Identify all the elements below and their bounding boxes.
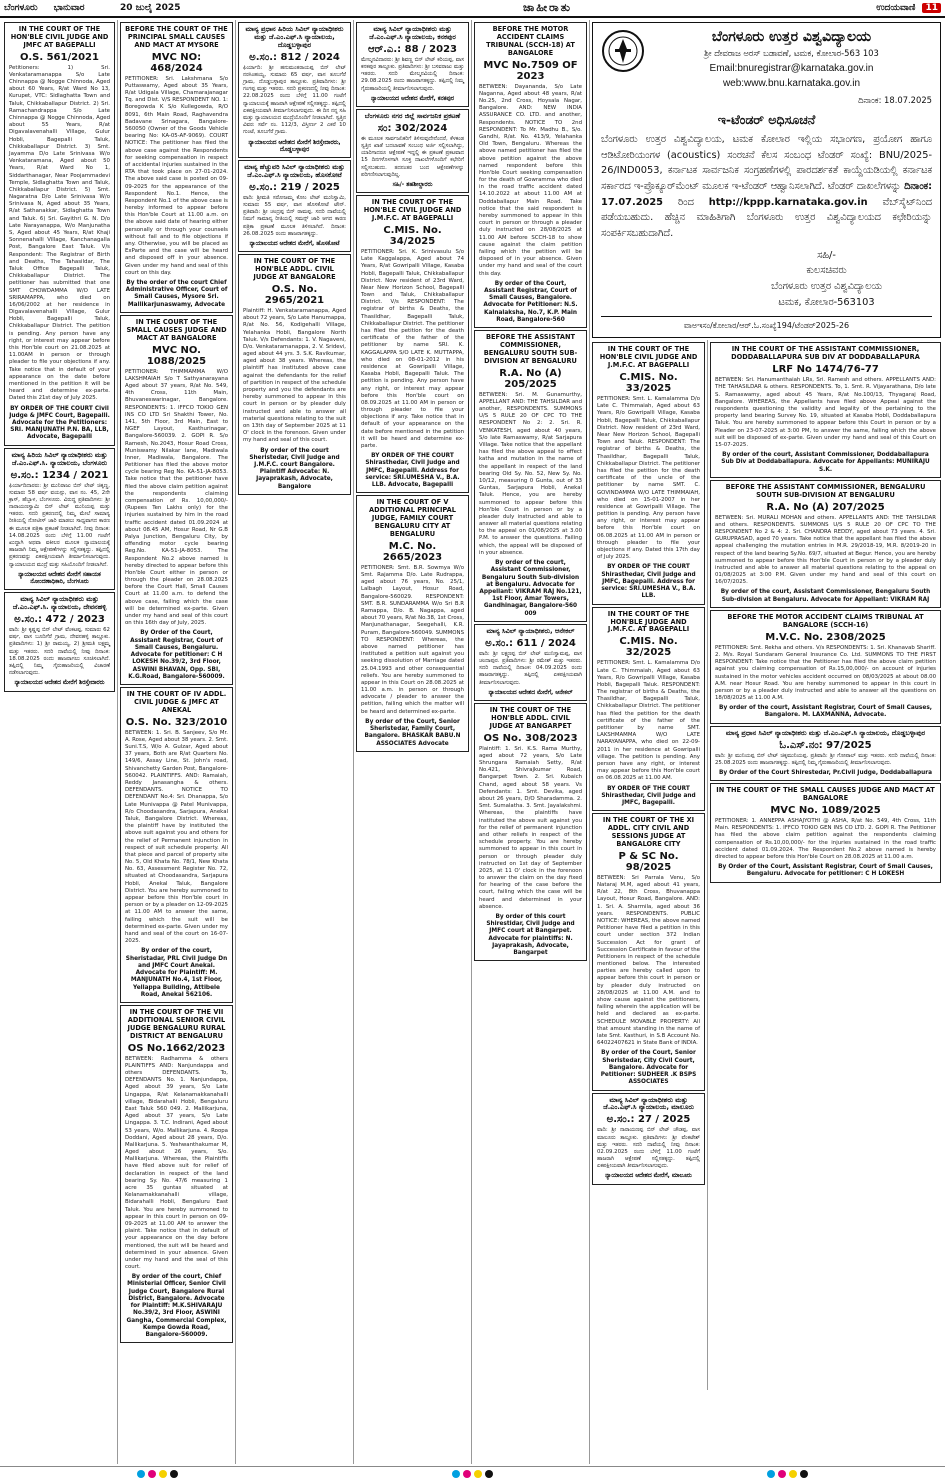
notice-signature: By the order of the court Chief Administrative Officer, Court of Small Causes, Mysore Sri. Mallikarjunaswamy, Advocate	[125, 279, 228, 308]
notice-signature: By order of the court, Assistant Commissioner, Bengaluru South Sub-division at Bengaluru. Advocate for Appellant: VIKRAM RAJ No.121, 1st Floor, Amar Towers, Gandhinagar, Bangalore-560 009	[479, 560, 582, 617]
notice-signature: ನ್ಯಾಯಾಲಯದ ಆದೇಶದ ಮೇರೆಗೆ, ಮಾಲೂರು	[605, 1173, 692, 1180]
notice-signature: By order of this court Shirestidar, Civil Judge and JMFC court at Bangarpet. Advocate for plaintiffs: N. Jayaprakash, Advocate, Bangarpet	[486, 914, 575, 957]
legal-notice	[710, 342, 941, 477]
tender-body-connector: ರಿಂದ	[662, 196, 709, 208]
tender-body-intro: ಬೆಂಗಳೂರು ಉತ್ತರ ವಿಶ್ವವಿದ್ಯಾಲಯ, ಟಮಕ ಕೋಲಾರ ಇಲ್ಲಿಯ ಸಭಾಂಗಣ, ಪ್ರಯೋಗ ಹಾಗೂ ಆಡಿಟೋರಿಯಂಗಳ (acoustics) ಸಂರಚನೆ ಕೆಲಸ ಸಂಬಂಧ ಟೆಂಡರ್ ಸಂಖ್ಯೆ: BNU/2025-26/IND0053,	[601, 134, 932, 177]
notice-signature: By Order of the Court, Assistant Registrar, Court of Small Causes, Bengaluru. Advocate for petitioner: C H LOKESH	[718, 864, 933, 878]
masthead-day: ಭಾನುವಾರ	[53, 3, 85, 13]
notice-case-number: MVC NO. 1088/2025	[146, 344, 207, 367]
notice-signature: ನ್ಯಾಯಾಲಯದ ಆದೇಶದ ಮೇರೆಗೆ, ಹೊಸಕೋಟೆ	[249, 241, 340, 247]
university-email: Email:bnuregistrar@karnataka.gov.in	[709, 63, 874, 74]
notice-court-heading: IN THE COURT OF THE HON'BLE CIVIL JUDGE AND J.M.F.C. AT BAGEPALLI	[599, 345, 698, 370]
notice-signature: ನ್ಯಾಯಾಲಯದ ಆದೇಶದ ಮೇರೆಗೆ ಶಿರಸ್ತೇದಾರರು	[14, 680, 105, 687]
notices-grid	[2, 20, 943, 1464]
notice-case-number: C.MIS. No. 32/2025	[619, 636, 678, 659]
legal-notice	[4, 22, 115, 446]
notice-signature: BY ORDER OF THE COURT Shirasthedar, Civil Judge and JMFC, Bagepalli. Address for service: SRI.UMESHA V., B.A. LLB. Advocate, Bagepalli	[365, 453, 460, 489]
notice-court-heading: BEFORE THE COURT OF THE PRINCIPAL SMALL CAUSES AND MACT AT MYSORE	[125, 25, 228, 49]
tender-signatory-org: ಬೆಂಗಳೂರು ಉತ್ತರ ವಿಶ್ವವಿದ್ಯಾಲಯ	[771, 281, 882, 293]
notice-signature: By order of the court, Assistant Commissioner, Bengaluru South Sub-division at Bengaluru. Advocate for Appellant: VIKRAM RAJ	[720, 589, 931, 603]
notice-court-heading: IN THE COURT OF THE HON'BLE CIVIL JUDGE AND J.M.F.C. AT BAGEPALLI	[363, 198, 462, 223]
notice-body: BETWEEN: Sri Parrala Venu, S/o Nataraj M.M, aged about 41 years, R/at 22, 8th Cross, Bhuvanappa Layout, Hosur Road, Bangalore. AND: 1. Sri. A. Sharmila, aged about 36 years. RESPONDENTS. PUBLIC NOTICE: WHEREAS, the above named Petitioner have filed a petition in this court under section 372 Indian Succession Act for grant of Succession Certificate in favour of the Petitioners in respect of the schedule mentioned below. The interested parties are hereby called upon to appear before this court in person or by pleader duly instructed on 28/08/2025 at 11.00 A.M. and to show cause against the petitioners, failing wherein the application will be held and declared as ex-parte. SCHEDULE MOVABLE PROPERTY: All that amount standing in the name of late Smt. Kasthuri, in S.B Account No. 64022407621 in State Bank of INDIA.	[597, 874, 700, 1047]
legal-notice	[592, 1093, 705, 1185]
notice-case-number: ಆರ್.ಎ.: 88 / 2023	[368, 43, 457, 55]
notice-column-5	[472, 20, 590, 1464]
yellow-dot-icon	[789, 1470, 797, 1478]
legal-notice	[238, 254, 351, 495]
notice-court-heading: IN THE COURT OF THE SMALL CAUSES JUDGE AND MACT AT BANGALORE	[126, 317, 227, 342]
cyan-dot-icon	[137, 1470, 145, 1478]
notice-signature: By order of the Court, Senior Sheristedar, Family Court, Bangalore. BHASKAR BABU.N ASSOCIATES Advocate	[364, 718, 461, 747]
notice-body: ವಾದಿ: ಶ್ರೀ ಮುನಿಯಪ್ಪ ಬಿನ್ ಲೇಟ್ ಚಿಕ್ಕಮುನಿಯಪ್ಪ. ಪ್ರತಿವಾದಿ: ಶ್ರೀ ಗೋಪಾಲ್ ಮತ್ತು ಇತರರು. ಸದರಿ ದಾವೆಯಲ್ಲಿ ದಿನಾಂಕ: 25.08.2025 ರಂದು ಹಾಜರಾಗತಕ್ಕದ್ದು. ತಪ್ಪಿದಲ್ಲಿ ನಿಮ್ಮ ಗೈರುಹಾಜರಿಯಲ್ಲಿ ತೀರ್ಮಾನಿಸಲಾಗುವುದು.	[715, 752, 936, 766]
black-dot-icon	[170, 1470, 178, 1478]
notice-case-number: ಅ.ಸಂ.: 1234 / 2021	[10, 469, 109, 481]
notice-case-number: R.A. No (A) 207/2025	[766, 501, 885, 513]
notice-case-number: MVC NO: 468/2024	[150, 51, 203, 74]
notice-court-heading: ಮಾನ್ಯ ಸಿವಿಲ್ ನ್ಯಾಯಾಧೀಶರು ಮತ್ತು ಜೆ.ಎಂ.ಎಫ್.ಸಿ. ನ್ಯಾಯಾಲಯ, ದೇವನಹಳ್ಳಿ	[12, 595, 107, 612]
notice-signature: By Order of the Court, Assistant Registrar, Court of Small Causes, Bengaluru. Advocate for petitioner: C H LOKESH No.39/2, 3rd Floor, ASWINI BHAVAN, Opp. SBI, K.G.Road, Bangalore-560009.	[128, 630, 225, 680]
notice-signature: ನ್ಯಾಯಾಲಯದ ಆದೇಶದ ಮೇರೆಗೆ, ಆನೇಕಲ್	[488, 689, 573, 696]
notice-court-heading: IN THE COURT OF THE HON'BLE CIVIL JUDGE AND JMFC AT BAGEPALLI	[10, 25, 109, 49]
notice-case-number: LRF No 1474/76-77	[772, 364, 879, 376]
black-dot-icon	[485, 1470, 493, 1478]
notice-court-heading: ಮಾನ್ಯ ಪ್ರಧಾನ ಹಿರಿಯ ಸಿವಿಲ್ ನ್ಯಾಯಾಧೀಶರು ಮತ್ತು ಜೆ.ಎಂ.ಎಫ್.ಸಿ ನ್ಯಾಯಾಲಯ, ದೊಡ್ಡಬಳ್ಳಾಪುರ	[245, 25, 344, 49]
legal-notice	[710, 783, 941, 882]
notice-signature: By order of the Court, Senior Sheristedar, City Civil Court, Bangalore. Advocate for Petitioner: SUDHEER .K BSPS ASSOCIATES	[600, 1050, 697, 1086]
notice-body: PETITIONER: Smt. L. Kamalamma D/o Late C. Thimmaiah, Aged about 63 Years, R/o Gowripalli Village, Kasaba Hobli, Bagepalli Taluk. RESPONDENT: The registrar of births & Deaths, the Thasildhar, Bagepalli Taluk, Chikkaballapur District. The petitioner has filed the petition for the death certificate of the father of the petitioner by name SMT. LAKSHMAMMA W/O LATE NARAYANAPPA, who died on 22-09-2011 in her residence at Gowripalli village. The petition is pending. Any person have any right, or interest may appear before this Hon'ble court on 06.08.2025 at 11.00 AM.	[597, 660, 700, 782]
notice-court-heading: IN THE COURT OF THE HON'BLE ADDL. CIVIL JUDGE AT BANGARPET	[489, 705, 572, 730]
notice-court-heading: IN THE COURT OF THE XI ADDL. CITY CIVIL AND SESSIONS JUDGE AT BANGALORE CITY	[602, 816, 695, 848]
tender-signatory-address: ಟಮಕ, ಕೋಲಾರ-563103	[778, 296, 875, 308]
tender-signature	[721, 248, 932, 311]
notice-body: ಫಿರ್ಯಾದಿ: ಶ್ರೀ ಹನುಮಂತರಾಯಪ್ಪ ಬಿನ್ ಲೇಟ್ ನರಸಿಂಹಯ್ಯ, ಸುಮಾರು 65 ವರ್ಷ, ವಾಸ ತೂಬಗೆರೆ ಗ್ರಾಮ, ದೊಡ್ಡಬಳ್ಳಾಪುರ ತಾಲ್ಲೂಕು. ಪ್ರತಿವಾದಿಗಳು: ಶ್ರೀ ಗಂಗಪ್ಪ ಮತ್ತು ಇತರರು. ಸದರಿ ಪ್ರಕರಣದಲ್ಲಿ ನೀವು ದಿನಾಂಕ: 22.08.2025 ರಂದು ಬೆಳಿಗ್ಗೆ 11.00 ಗಂಟೆಗೆ ನ್ಯಾಯಾಲಯಕ್ಕೆ ಹಾಜರಾಗಿ ಆಕ್ಷೇಪಣೆ ಸಲ್ಲಿಸತಕ್ಕದ್ದು. ತಪ್ಪಿದಲ್ಲಿ ಏಕಪಕ್ಷೀಯವಾಗಿ ತೀರ್ಮಾನಿಸಲಾಗುವುದು. ಈ ದಿನ ನನ್ನ ಸಹಿ ಮತ್ತು ನ್ಯಾಯಾಲಯದ ಮುದ್ರೆಯೊಂದಿಗೆ ನೀಡಲಾಗಿದೆ. ಸ್ವತ್ತಿನ ವಿವರ: ಸರ್ವೆ ನಂ. 112/3, ವಿಸ್ತೀರ್ಣ 2 ಎಕರೆ 10 ಗುಂಟೆ, ತೂಬಗೆರೆ ಗ್ರಾಮ.	[243, 64, 346, 136]
notice-case-number: C.MIS. No. 33/2025	[619, 372, 678, 395]
notice-case-number: O.S. No. 2965/2021	[264, 283, 325, 306]
cyan-dot-icon	[767, 1470, 775, 1478]
notice-court-heading: IN THE COURT OF THE ASSISTANT COMMISSIONER, DODDABALLAPURA SUB DIV AT DODDABALLAPURA	[731, 345, 920, 362]
legal-notice	[238, 22, 351, 158]
notice-case-number: ಅ.ಸಂ.: 27 / 2025	[606, 1114, 691, 1126]
notice-body: Petitioners: 1) Sri. Venkataramanappa S/o Late Chinnappa @ Nogge Chinnoda, Aged about 60 Years, R/at Ward No 13, Kurupet, VTC: Sidlaghatta Town and Taluk, Chikkaballapur District. 2) Sri. Ramachandrappa S/o Late Chinnappa @ Nogge Chinnoda, Aged about 55 Years, R/at Digavalavenahalli Village, Gulur Hobli, Bagepalli Taluk, Chikkaballapur District. 3) Smt. Jayamma D/o Late Srinivasa W/o Venkataramana, Aged about 50 Years, R/at Ward No 1, Siddarthanagar, Near Poojammadevi Temple, Sidlaghatta Town and Taluk, Chikkaballapur District. 5) Smt. Nagaratna D/o Late Srinivasa W/o Srinivasa N, Aged about 35 Years, R/at Sathanakkar, Sidlaghatta Town and Taluk. 6) Sri. Gayithri G. N. D/o Late Narayanappa, W/o Manjunatha S, Aged about 45 Years, R/at Khaji Sonnenahalli Village, Kanchanagalla Post, Bangalore East Taluk. V/s Respondent: The Registrar of Birth and Deaths, The Tahasildar, The Taluk Office Bagepalli Taluk, Chikkaballapur District. The petitioner has submitted that one SMT CHOWDAMMA W/O LATE SRIRAMAPPA, who died on 16/06/2002 at her residence in Digavalavenahalli Village, Gulur Hobli, Bagepalli Taluk, Chikkaballapur District. The petition is pending. Any person have any right, or interest may appear before this Hon'ble court on 21.08.2025 at 11.00AM in person or through pleader to file your objections if any. Take notice that in default of your appearance on the date before mentioned in the petition it will be heard and determine ex-parte. Dated this 21st day of July 2025.	[9, 64, 110, 402]
notice-case-number: MVC No.7509 OF 2023	[483, 59, 578, 82]
notice-body: BETWEEN: Dayananda, S/o Late Naganna, Aged about 48 years, R/at No.25, 2nd Cross, Hoysala Nagar, Bangalore. AND: NEW INDIA ASSURANCE CO. LTD. and another, Respondents. NOTICE TO 2nd RESPONDENT: To Mr. Madhu B., S/o. Gandhi, R/at. No. 413/9, Yelahanka Old Town, Bengaluru. Whereas the above named petitioner has filed the above petition against the above named respondent before this Hon'ble Court seeking compensation for the death of Gowramma who died in the road traffic accident dated 14.10.2022 at about 11.00 AM at Doddaballapur Main Road. Take notice that the said respondent is hereby summoned to appear in this court in person or through a pleader duly instructed on 28/08/2025 at 11.00 AM before SCCH-18 to show cause against the claim petition failing which the petition will be disposed of in your absence. Given under my hand and seal of the court this day.	[479, 83, 582, 277]
notice-case-number: OS No.1662/2023	[127, 1042, 226, 1054]
legal-notice	[4, 448, 115, 591]
legal-notice	[474, 22, 587, 328]
cyan-dot-icon	[452, 1470, 460, 1478]
notice-signature: BY ORDER OF THE COURT Shirasthedar, Civil Judge and JMFC, Bagepalli. Address for service: SRI.UMESHA V., B.A. LLB.	[601, 564, 696, 600]
notice-case-number: ಸಂ: 302/2024	[377, 122, 448, 134]
notice-body: PETITIONER: Smt. B.R. Sowmya W/o Smt. Rajamma D/o. Late Rudrappa, aged about 76 years, No. 25/1, Lalbagh Layout, Hosur Road, Bangalore-560029. RESPONDENT: SMT. B.R. SUNDARAMMA W/o Sri B.R Ramappa, D/o. B. Nagappa, aged about 70 years, R/at No.38, 1st Cross, Manjunathanagar, Seegehalli, K.R. Puram, Bangalore-560049. SUMMONS TO RESPONDENT: Whereas, the above named petitioner has instituted a petition suit against you seeking dissolution of Marriage dated 25.04.1993 and other consequential reliefs. You are hereby summoned to appear in this Court on 28.08.2025 at 11.00 a.m. in person or through advocate / pleader to answer the petition, failing which the matter will be heard and determined ex-parte.	[361, 564, 464, 715]
notice-case-number: M.V.C. No. 2308/2025	[765, 631, 886, 643]
notice-body: PETITIONER: THIMMAMMA W/O LAKSHMAIAH S/o T Sathyanarayana Aged about 37 years, R/at No. 549, 4th Cross, 11th Main, Bhuvaneswarinagar, Bangalore. RESPONDENTS: 1. IFFCO TOKIO GEN INS CO LTD Sri Shakthi Tower, No. 141, 5th Floor, 3rd Main, East to NGEF Layout, Kasthurinagar, Bangalore-560039. 2. GOPI R. S/o Ramesh, No.2043, Hosur Road Cross, Muniswamy Nilakar lane, Madiwala Inner, Madiwala, Bangalore. The Petitioner has filed the above motor cycle bearing Reg No. KA-51-JA-8053. Take notice that the petitioner have filed the above claim petition against the respondents claiming compensation of Rs. 10,00,000/- (Rupees Ten Lakhs only) for the injuries sustained by him in the road traffic accident dated 01.09.2024 at about 08.45 AM, Hosur Road, Nr G.B Palya Junction, Bengaluru City, by offending motor cycle bearing Reg.No. KA-51-JA-8053. The Respondent No.2 above named is hereby directed to appear before this Hon'ble Court either in person or through the pleader on 28.08.2025 before the Court Hall, Small Causes Court at 11.00 a.m. to defend the above case, failing which the case will be determined ex-parte. Given under my hand and seal of this court on this 16th day of July, 2025.	[125, 368, 228, 627]
university-name: ಬೆಂಗಳೂರು ಉತ್ತರ ವಿಶ್ವವಿದ್ಯಾಲಯ	[711, 29, 872, 45]
notice-case-number: ಓ.ಎಸ್.ನಂ: 97/2025	[779, 739, 872, 751]
notice-body: ವಾದಿ: ಶ್ರೀಮತಿ ಸರೋಜಮ್ಮ ಕೋಂ ಲೇಟ್ ಮುನಿಸ್ವಾಮಿ, ಸುಮಾರು 55 ವರ್ಷ, ವಾಸ ಹೊಸಕೋಟೆ ಟೌನ್. ಪ್ರತಿವಾದಿ: ಶ್ರೀ ಚಂದ್ರಪ್ಪ ಬಿನ್ ರಾಮಪ್ಪ. ಸದರಿ ದಾವೆಯಲ್ಲಿ ನಿಮಗೆ ಸಾಮಾನ್ಯ ರೀತಿಯಲ್ಲಿ ಸಮನ್ಸ್ ಜಾರಿ ಆಗದ ಕಾರಣ ಪತ್ರಿಕಾ ಪ್ರಕಟಣೆ ಮೂಲಕ ತಿಳಿಸಲಾಗಿದೆ. ದಿನಾಂಕ: 26.08.2025 ರಂದು ಹಾಜರಾಗತಕ್ಕದ್ದು.	[243, 194, 346, 237]
university-emblem-icon	[601, 29, 645, 73]
notice-court-heading: IN THE COURT OF THE HON'BLE ADDL. CIVIL JUDGE AT BANGALORE	[253, 257, 336, 282]
notice-body: BETWEEN: Sri. MURALI MOHAN and others. APPELLANTS AND: THE TAHSILDAR and others. RESPONDENTS. SUMMONS U/S 5 RULE 20 OF CPC TO THE RESPONDENT No 2 & 4: 2. Sri. CHANDRA REDDY, aged about 73 years. 4. Sri. GURUPRASAD, aged 70 years. Take notice that the appellant has filed the above appeal challenging the mutation entries in M.R. 29/2018-19, M.R. 8/2019-20 in respect of the land bearing Sy.No. 69/7, situated at Begur. Hence, you are hereby summoned to appear before this Hon'ble Court in person or by a pleader duly instructed and able to answer all material questions relating to the appeal on 01/08/2025 at 3:00 P.M. Given under my hand and seal of this court on 16/07/2025.	[715, 514, 936, 586]
notice-signature: By order of the court, Assistant Registrar, Court of Small Causes, Bangalore. M. LAXMANNA, Advocate.	[719, 705, 932, 719]
notice-court-heading: IN THE COURT OF V ADDITIONAL PRINCIPAL JUDGE, FAMILY COURT BENGALURU CITY AT BENGALURU	[369, 498, 456, 539]
notice-court-heading: IN THE COURT OF IV ADDL. CIVIL JUDGE & JMFC AT ANEKAL	[126, 690, 227, 714]
legal-notice	[474, 624, 587, 701]
notice-case-number: ಅ.ಸಂ.: 472 / 2023	[14, 614, 105, 626]
masthead-city: ಬೆಂಗಳೂರು	[4, 3, 38, 13]
university-address: ಶ್ರೀ ದೇವರಾಜ ಅರಸ್ ಬಡಾವಣೆ, ಟಮಕ, ಕೋಲಾರ-563 103	[704, 48, 879, 58]
magenta-dot-icon	[148, 1470, 156, 1478]
notice-body: BETWEEN: Sri. Hanumanthaiah LRs, Sri. Ramesh and others. APPELLANTS AND: THE TAHASILDAR & others. RESPONDENTS. To, 1. Smt. R. Vijayarathana, D/o late S. Ramaswamy, aged about 45 Years, R/at No.100/13, Thyagaraj Road, Bangalore. WHEREAS, the Appellants have filed above Appeal against the respondents questioning the validity and legality of the pertaining to the property land bearing Survey No. 19, situated at Kasaba Hobli, Doddaballapura Taluk. You are hereby summoned to appear before this Court in person or by a Pleader on 23-07-2025 at 3:00 PM, to answer the same, failing which the above suit will be disposed of ex-parte. Given under my hand and seal of this Court on 15-07-2025.	[715, 377, 936, 448]
university-ref-row	[601, 95, 932, 106]
notice-signature: By order of the court, Chief Ministerial Officer, Senior Civil Judge Court, Bangalore Rural District, Bangalore. Advocate for Plaintiff: M.K.SHIVARAJU No.39/2, 3rd Floor, ASWINI Gangha, Commercial Complex, Kempe Gowda Road, Bangalore-560009.	[126, 1274, 227, 1339]
notice-column-6	[590, 340, 708, 1390]
notice-signature: By Order of the Court Shirestedar, Pr.Civil Judge, Doddaballapura	[718, 770, 933, 776]
notice-column-1	[2, 20, 118, 1464]
notice-body: PETITIONER: Smt. Rekha and others. V/s RESPONDENTS: 1. Sri. Khanavab Shariff. 2. M/s. Royal Sundaram General Insurance Co. Ltd. SUMMONS TO THE FIRST RESPONDENT: Take notice that the Petitioner has filed the above claim petition against you claiming compensation of Rs.15,00,000/- on account of injuries sustained in the motor vehicles accident occurred on 08/03/2025 at about 08.00 A.M. near Hosur Road. You are hereby summoned to appear in this court in person or by a pleader duly instructed and able to answer all the questions on 18/08/2025 at 11.00 A.M.	[715, 644, 936, 702]
notice-body: BETWEEN: Sri. M. Gunamurthy, APPELLANT AND: THE TAHSILDAR and another, RESPONDENTS. SUMMONS U/S 5 RULE 20 OF CPC TO THE RESPONDENT No 2: 2. Sri. R. VENKATESH, aged about 40 years, S/o late Ramaswamy, R/at Sarjapura Village. Take notice that the appellant has filed the above appeal to effect katha and mutation in the name of the appellant in respect of the land bearing Old Sy. No. 52, New Sy. No. 10/12, measuring 0 Gunta, out of 33 Guntas, Sarjapura Hobli, Anekal Taluk. Hence, you are hereby summoned to appear before this Hon'ble Court in person or by a pleader duly instructed and able to answer all material questions relating to the appeal on 01/08/2025 at 3.00 P.M. to answer the questions. Failing which, the appeal will be disposed of in your absence.	[479, 391, 582, 556]
notice-case-number: O.S. No. 323/2010	[125, 716, 228, 728]
black-dot-icon	[800, 1470, 808, 1478]
legal-notice	[356, 109, 469, 193]
notice-case-number: ಅ.ಸಂ.: 611 / 2024	[485, 637, 576, 649]
notice-court-heading: ಮಾನ್ಯ ಹಿರಿಯ ಸಿವಿಲ್ ನ್ಯಾಯಾಧೀಶರು ಮತ್ತು ಜೆ.ಎಂ.ಎಫ್.ಸಿ. ನ್ಯಾಯಾಲಯ, ಬೆಂಗಳೂರು	[11, 450, 108, 467]
right-block	[590, 20, 943, 1464]
notice-case-number: R.A. No (A) 205/2025	[499, 367, 562, 390]
notice-column-7	[708, 340, 943, 1390]
notice-court-heading: ಮಾನ್ಯ ಸಿವಿಲ್ ನ್ಯಾಯಾಧೀಶರು ಮತ್ತು ಜೆ.ಎಂ.ಎಫ್.ಸಿ ನ್ಯಾಯಾಲಯ, ಕನಕಪುರ	[369, 25, 456, 41]
notice-body: ಮೇಲ್ಮನವಿದಾರರು: ಶ್ರೀ ಶಿವಣ್ಣ ಬಿನ್ ಲೇಟ್ ಕರಿಯಪ್ಪ, ವಾಸ ಕನಕಪುರ ತಾಲ್ಲೂಕು. ಪ್ರತಿವಾದಿಗಳು: ಶ್ರೀ ಬಸವರಾಜು ಮತ್ತು ಇತರರು. ಸದರಿ ಮೇಲ್ಮನವಿಯಲ್ಲಿ ದಿನಾಂಕ: 29.08.2025 ರಂದು ಹಾಜರಾಗತಕ್ಕದ್ದು. ತಪ್ಪಿದಲ್ಲಿ ನಿಮ್ಮ ಗೈರುಹಾಜರಿಯಲ್ಲಿ ತೀರ್ಮಾನಿಸಲಾಗುವುದು.	[361, 56, 464, 92]
notice-signature: BY ORDER OF THE COURT Civil Judge & JMFC Court, Bagepalli. Advocate for the Petitioners: SRI. MANJUNATH P.N. BA, LLB, Advocate, Bagepalli	[9, 405, 110, 441]
notice-court-heading: IN THE COURT OF THE SMALL CAUSES JUDGE AND MACT AT BANGALORE	[716, 786, 935, 803]
registration-marks-left	[137, 1470, 178, 1478]
legal-notice	[710, 610, 941, 724]
notice-body: PETITIONER: 1. ANNEPPA ASHAJYOTHI @ ASHA, R/at No. 549, 4th Cross, 11th Main. RESPONDENTS: 1. IFFCO TOKIO GEN INS CO LTD. 2. GOPI R. The Petitioner has filed the above claim petition against the respondents claiming compensation of Rs.10,00,000/- for the injuries sustained in the road traffic accident dated 01.09.2024. The Respondent No.2 above named is hereby directed to appear before this Hon'ble Court on 28.08.2025 at 11.00 a.m.	[715, 818, 936, 860]
masthead-right	[745, 3, 945, 13]
notice-signature: By order of the court, Sheristadar, PRL Civil Judge Dn and JMFC Court Anekal. Advocate for Plaintiff: M. MANJUNATH No.4, 1st Floor, Yellappa Building, Attibele Road, Anekal 562106.	[125, 948, 228, 998]
notice-court-heading: ಮಾನ್ಯ ಹೆಚ್ಚುವರಿ ಸಿವಿಲ್ ನ್ಯಾಯಾಧೀಶರು ಮತ್ತು ಜೆ.ಎಂ.ಎಫ್.ಸಿ ನ್ಯಾಯಾಲಯ, ಹೊಸಕೋಟೆ	[244, 163, 345, 179]
notice-body: ವಾದಿ: ಶ್ರೀ ನಾರಾಯಣಪ್ಪ ಬಿನ್ ಲೇಟ್ ಚೌಡಪ್ಪ, ವಾಸ ಮಾಲೂರು ತಾಲ್ಲೂಕು. ಪ್ರತಿವಾದಿಗಳು: ಶ್ರೀ ವೆಂಕಟೇಶ್ ಮತ್ತು ಇತರರು. ಸದರಿ ದಾವೆಯಲ್ಲಿ ನೀವು ದಿನಾಂಕ: 02.09.2025 ರಂದು ಬೆಳಿಗ್ಗೆ 11.00 ಗಂಟೆಗೆ ಹಾಜರಾಗಿ ಆಕ್ಷೇಪಣೆ ಸಲ್ಲಿಸತಕ್ಕದ್ದು. ತಪ್ಪಿದಲ್ಲಿ ಏಕಪಕ್ಷೀಯವಾಗಿ ತೀರ್ಮಾನಿಸಲಾಗುವುದು.	[597, 1127, 700, 1170]
legal-notice	[4, 592, 115, 691]
notice-body: BETWEEN: Radhamma & others PLAINTIFFS AND: Nanjundappa and others DEFENDANTS. To, DEFENDANTS No. 1. Nanjundappa, Aged about 39 years, S/o Late Lingappa, R/at Kelanamakkanahalli village, Bidarahalli Hobli, Bengaluru East Taluk 560 049. 2. Mallikarjuna, Aged about 37 years, S/o Late Lingappa. 3. T.C. Indirani, Aged about 53 years, W/o. Mallikarjuna. 4. Roopa Doddani, Aged about 28 years, D/o. Mallikarjuna. 5. Yeshwanthakumar M, Aged about 26 years, S/o. Mallikarjuna. Whereas, the Plaintiffs have filed above suit for relief of declaration in respect of the land bearing Sy. No. 47/6 measuring 1 acre 35 guntas situated at Kelanamakkanahalli village, Bidarahalli Hobli, Bengaluru East Taluk. You are hereby summoned to appear in this court in person on 09-09-2025 at 11.00 AM to answer the plaint. Take notice that in default of your appearance on the day before mentioned, the suit will be heard and determined in your absence. Given under my hand and the seal of this court.	[125, 1055, 228, 1271]
notice-court-heading: BEFORE THE MOTOR ACCIDENT CLAIMS TRIBUNAL (SCCH-18) AT BANGALORE	[486, 25, 575, 57]
notice-body: PETITIONER: Sri. Lakshmana S/o Puttaswamy, Aged about 35 Years, R/at Udigala Village, Chamarajanagar Tq. and Dist. V/S RESPONDENT NO. 1: Boregowda K S/o Kullegowda, R/O 8091, 6th Main Road, Raghavendra Badavane Srinagara, Bangalore-560050 (Owner of the Goods Vehicle bearing No: KA-05-AF-9069). COURT NOTICE: The petitioner has filed the above case against the Respondents for seeking compensation in respect of accidental injuries sustained in the RTA that took place on 27-01-2024. The above said case is posted on 09-09-2025 for the appearance of the Respondent No.1. Hence, the Respondent No.1 of the above case is hereby informed to appear before this Hon'ble Court at 11.00 a.m. on the above said date of hearing either personally or through your counsels without fail and to file objections if any. Otherwise, you will be placed as ExParte and the case will be heard and disposed off in your absence. Given under my hand and seal of this court on this day.	[125, 75, 228, 276]
notice-signature: ಸಹಿ/- ತಹಶೀಲ್ದಾರರು	[392, 182, 433, 189]
tender-body-end: ವೆಬ್‌ಸೈಟ್‌ನಿಂದ ಪಡೆಯಬಹುದು. ಹೆಚ್ಚಿನ ಮಾಹಿತಿಗಾಗಿ ಬೆಂಗಳೂರು ಉತ್ತರ ವಿಶ್ವವಿದ್ಯಾಲಯದ ಕಛೇರಿಯನ್ನು ಸಂಪರ್ಕಿಸಬಹುದಾಗಿದೆ.	[601, 196, 933, 240]
yellow-dot-icon	[159, 1470, 167, 1478]
notice-court-heading: ಬೆಂಗಳೂರು ನಗರ ಜಿಲ್ಲೆ ಸಾರ್ವಜನಿಕ ಪ್ರಕಟಣೆ	[364, 111, 461, 120]
notice-signature: ನ್ಯಾಯಾಲಯದ ಆದೇಶದ ಮೇರೆಗೆ ಶಿರಸ್ತೇದಾರರು, ದೊಡ್ಡಬಳ್ಳಾಪುರ	[248, 139, 341, 153]
legal-notice	[356, 22, 469, 107]
legal-notice	[120, 1005, 233, 1343]
notice-column-4	[354, 20, 472, 1464]
notice-body: BETWEEN: 1. Sri. B. Sanjeev, S/o Mr. A. Rose, Aged about 38 years. 2. Smt. Suni.T.S, W/o A. Gulzar, Aged about 37 years, Both are R/at Quarters No. 149/6, Assay Line, St. John's road, Shivanchetty Garden Post, Bangalore-560042. PLAINTIFFS. AND: Ramaiah, Reddy Janasangha & others. DEFENDANTS. NOTICE TO DEFENDANT No.4: Sri. Dhanappa, S/o Late Munivappa @ Patel Munivappa, R/o Choodasandra, Sarjapura, Anekal Taluk, Bangalore District. Whereas, the plaintiff have by instituted the above suit against you and others for the relief of Permanent injunction in respect of suit schedule property. All that piece and parcel of property site No. 5, Old Khata No. 78/1, New Khata No. 63, Assessment Register No. 72, situated at Choodasandra, Sarjapura Hobli, Anekal Taluk, Bangalore District. You are hereby summoned to appear before this Hon'ble court in person or by a pleader on 12-09-2025 at 11.00 AM to answer the same, failing which the suit will be determined ex-parte. Given under my hand and seal of the court on 16-07-2025.	[125, 729, 228, 945]
notice-court-heading: ಮಾನ್ಯ ಸಿವಿಲ್ ನ್ಯಾಯಾಧೀಶರು ಮತ್ತು ಜೆ.ಎಂ.ಎಫ್.ಸಿ ನ್ಯಾಯಾಲಯ, ಮಾಲೂರು	[603, 1095, 694, 1112]
legal-notice	[120, 22, 233, 313]
notice-body: ವಾದಿ: ಶ್ರೀ ಕೃಷ್ಣಪ್ಪ ಬಿನ್ ಲೇಟ್ ವೆಂಕಟಪ್ಪ, ಸುಮಾರು 62 ವರ್ಷ, ವಾಸ ಬೂದಿಗೆರೆ ಗ್ರಾಮ, ದೇವನಹಳ್ಳಿ ತಾಲ್ಲೂಕು. ಪ್ರತಿವಾದಿಗಳು: 1) ಶ್ರೀ ರಾಮಯ್ಯ, 2) ಶ್ರೀಮತಿ ಲಕ್ಷ್ಮಮ್ಮ ಮತ್ತು ಇತರರು. ಸದರಿ ದಾವೆಯಲ್ಲಿ ನೀವು ದಿನಾಂಕ: 18.08.2025 ರಂದು ಹಾಜರಾಗಲು ಸೂಚಿಸಲಾಗಿದೆ. ತಪ್ಪಿದಲ್ಲಿ ನಿಮ್ಮ ಗೈರುಹಾಜರಿಯಲ್ಲಿ ವಿಚಾರಣೆ ನಡೆಸಲಾಗುವುದು.	[9, 627, 110, 677]
tender-footer-ref: ವಾಅಇಸಂ/ಕೋಲಾರ/ಆರ್.ಓ.ಸಂಖ್ಯೆ194/ಟೆಂಡರ್‌2025-26	[601, 316, 932, 331]
notice-body: Plaintiff: H. Venkataramanappa, Aged about 72 years, S/o Late Hanumappa, R/at No. 56, Kodigehalli Village, Yelahanka Hobli, Bangalore North Taluk. V/s Defendants: 1. V. Nagaveni, D/o. Venkataramanappa, 2. V. Sridevi, aged about 44 yrs. 3. S.K. Ravikumar, aged about 38 years. Whereas, the plaintiff has instituted above case against the defendants for the relief of partition in respect of the schedule property and you the defendants are hereby summoned to appear in this court in person or by pleader duly instructed and able to answer all material questions relating to the suit on 13th day of September 2025 at 11 O' clock in the forenoon. Given under my hand and seal of this court.	[243, 307, 346, 444]
tender-portal-link: http://kppp.karnataka.gov.in	[708, 196, 868, 208]
notice-case-number: MVC No. 1089/2025	[770, 805, 881, 817]
notice-body: ವಾದಿ: ಶ್ರೀ ಲಕ್ಷ್ಮಣಪ್ಪ ಬಿನ್ ಲೇಟ್ ಮುನಿಸ್ವಾಮಪ್ಪ, ವಾಸ ಚಂದಾಪುರ. ಪ್ರತಿವಾದಿಗಳು: ಶ್ರೀ ರಮೇಶ್ ಮತ್ತು ಇತರರು. ಸದರಿ ದಾವೆಯಲ್ಲಿ ದಿನಾಂಕ: 04.09.2025 ರಂದು ಹಾಜರಾಗತಕ್ಕದ್ದು. ತಪ್ಪಿದಲ್ಲಿ ಏಕಪಕ್ಷೀಯವಾಗಿ ತೀರ್ಮಾನಿಸಲಾಗುವುದು.	[479, 650, 582, 686]
masthead-left	[0, 3, 120, 13]
notice-case-number: P & SC No. 98/2025	[618, 850, 679, 873]
university-date: ದಿನಾಂಕ: 18.07.2025	[858, 95, 932, 105]
yellow-dot-icon	[474, 1470, 482, 1478]
notice-court-heading: BEFORE THE MOTOR ACCIDENT CLAIMS TRIBUNAL AT BANGALORE (SCCH-16)	[727, 612, 924, 629]
legal-notice	[592, 813, 705, 1090]
page-number-badge: 11	[922, 3, 941, 13]
notice-body: ಈ ಮೂಲಕ ಸಾರ್ವಜನಿಕರಿಗೆ ತಿಳಿಸುವುದೇನೆಂದರೆ, ಕೆಳಕಂಡ ಸ್ವತ್ತಿನ ಖಾತೆ ಬದಲಾವಣೆ ಸಂಬಂಧ ಅರ್ಜಿ ಸಲ್ಲಿಸಲಾಗಿದ್ದು, ಯಾರಿಗಾದರೂ ಆಕ್ಷೇಪಣೆ ಇದ್ದಲ್ಲಿ ಈ ಪ್ರಕಟಣೆ ಪ್ರಕಟವಾದ 15 ದಿನಗಳೊಳಗಾಗಿ ಸೂಕ್ತ ದಾಖಲೆಗಳೊಂದಿಗೆ ಕಛೇರಿಗೆ ಸಲ್ಲಿಸಬಹುದು. ತದನಂತರ ಬಂದ ಆಕ್ಷೇಪಣೆಗಳನ್ನು ಪರಿಗಣಿಸಲಾಗುವುದಿಲ್ಲ.	[361, 135, 464, 178]
legal-notice	[238, 160, 351, 252]
notice-case-number: O.S. 561/2021	[20, 51, 99, 63]
notice-case-number: ಅ.ಸಂ.: 219 / 2025	[249, 181, 340, 193]
notice-case-number: C.MIS. No. 34/2025	[383, 224, 442, 247]
notice-case-number: ಅ.ಸಂ.: 812 / 2024	[249, 51, 340, 63]
masthead-date: 20 ಜುಲೈ 2025	[120, 3, 181, 13]
legal-notice	[592, 607, 705, 812]
notice-signature: ನ್ಯಾಯಾಲಯದ ಆದೇಶದ ಮೇರೆಗೆ ಸಹಾಯಕ ನೋಂದಣಾಧಿಕಾರಿ, ಬೆಂಗಳೂರು	[18, 571, 101, 585]
university-tender-notice	[592, 22, 941, 338]
notice-case-number: M.C. No. 2665/2023	[382, 540, 443, 563]
notice-body: ಫಿರ್ಯಾದಿದಾರರು: ಶ್ರೀ ಮುನಿರಾಜು ಬಿನ್ ಲೇಟ್ ಚಿಕ್ಕಣ್ಣ, ಸುಮಾರು 58 ವರ್ಷ ವಯಸ್ಸು, ವಾಸ ನಂ. 45, 2ನೇ ಕ್ರಾಸ್, ಹೆಬ್ಬಾಳ, ಬೆಂಗಳೂರು. ವಿರುದ್ಧ ಪ್ರತಿವಾದಿಗಳು: ಶ್ರೀ ನಾರಾಯಣಸ್ವಾಮಿ ಬಿನ್ ಲೇಟ್ ಮುನಿಯಪ್ಪ ಮತ್ತು ಇತರರು. ಸದರಿ ಪ್ರಕರಣದಲ್ಲಿ ನಿಮ್ಮ ಮೇಲೆ ಸಾಮಾನ್ಯ ರೀತಿಯಲ್ಲಿ ನೋಟೀಸ್ ಜಾರಿ ಮಾಡಲು ಸಾಧ್ಯವಾಗದ ಕಾರಣ ಈ ಮೂಲಕ ಪತ್ರಿಕಾ ಪ್ರಕಟಣೆ ನೀಡಲಾಗಿದೆ. ನೀವು ದಿನಾಂಕ: 14.08.2025 ರಂದು ಬೆಳಿಗ್ಗೆ 11.00 ಗಂಟೆಗೆ ಖುದ್ದಾಗಿ ಅಥವಾ ವಕೀಲರ ಮೂಲಕ ನ್ಯಾಯಾಲಯಕ್ಕೆ ಹಾಜರಾಗಿ ನಿಮ್ಮ ಆಕ್ಷೇಪಣೆಗಳನ್ನು ಸಲ್ಲಿಸತಕ್ಕದ್ದು. ತಪ್ಪಿದಲ್ಲಿ ಪ್ರಕರಣವನ್ನು ಏಕಪಕ್ಷೀಯವಾಗಿ ತೀರ್ಮಾನಿಸಲಾಗುವುದು. ನ್ಯಾಯಾಲಯದ ಮುದ್ರೆ ಮತ್ತು ಸಹಿಯೊಂದಿಗೆ ನೀಡಲಾಗಿದೆ.	[9, 482, 110, 568]
notice-signature: By order of the Court, Assistant Registrar, Court of Small Causes, Bangalore. Advocate for Petitioner: N.S. Kalnalaksha, No.7, K.P. Main Road, Bangalore-560	[483, 280, 578, 323]
registration-marks-right	[767, 1470, 808, 1478]
notice-court-heading: IN THE COURT OF THE VII ADDITIONAL SENIOR CIVIL JUDGE BENGALURU RURAL DISTRICT AT BENGALURU	[127, 1008, 226, 1040]
notice-signature: BY ORDER OF THE COURT Shirasthedar, Civil Judge and JMFC, Bagepalli.	[601, 785, 696, 806]
legal-notice	[356, 495, 469, 751]
legal-notice	[474, 330, 587, 622]
notice-court-heading: BEFORE THE ASSISTANT COMMISSIONER, BENGALURU SOUTH SUB-DIVISION AT BENGALURU	[725, 482, 926, 499]
notice-signature: ನ್ಯಾಯಾಲಯದ ಆದೇಶದ ಮೇರೆಗೆ, ಕನಕಪುರ	[371, 95, 454, 102]
notice-body: PETITIONER: Smt. L. Kamalamma D/o Late C. Thimmaiah, Aged about 63 Years, R/o Gowripalli Village, Kasaba Hobli, Bagepalli Taluk, Chikkaballapur District. Now resident of 23rd Ward, Near New Horizon School, Bagepalli Town and Taluk. RESPONDENT: The registrar of births & Deaths, the Thasildhar, Bagepalli Taluk, Chikkaballapur District. The petitioner has filed the petition for the death certificate of the uncle of the petitioner by name SMT. C. GOVINDAMMA W/O LATE THIMMAIAH, who died on 15-01-2007 in her residence at Gowripalli Village. The petition is pending. Any person have any right, or interest may appear before this Hon'ble court on 06.08.2025 at 11.00 AM in person or through pleader to file your objections if any. Dated this 17th day of July 2025.	[597, 396, 700, 561]
magenta-dot-icon	[463, 1470, 471, 1478]
legal-notice	[120, 687, 233, 1003]
notice-column-2	[118, 20, 236, 1464]
legal-notice	[356, 195, 469, 493]
university-text	[651, 29, 932, 89]
tender-signatory: ಕುಲಸಚಿವರು	[806, 265, 847, 277]
notice-court-heading: ಮಾನ್ಯ ಸಿವಿಲ್ ನ್ಯಾಯಾಧೀಶರು, ಆನೇಕಲ್	[486, 626, 575, 635]
tender-date: ದಿನಾಂಕ: 17.07.2025	[601, 181, 932, 208]
university-header	[601, 29, 932, 89]
notice-case-number: OS No. 308/2023	[483, 732, 578, 744]
notice-column-3	[236, 20, 354, 1464]
magenta-dot-icon	[778, 1470, 786, 1478]
masthead-paper: ಉದಯವಾಣಿ	[876, 3, 916, 13]
masthead	[0, 0, 945, 18]
tender-body-middle: ಕರ್ನಾಟಕ ಸಾರ್ವಜನಿಕ ಸಂಗ್ರಹಣೆಗಳಲ್ಲಿ ಪಾರದರ್ಶಕತೆ ಕಾಯ್ದೆಯಡಿಯಲ್ಲಿ ಕರ್ನಾಟಕ ಸರ್ಕಾರದ ಇ-ಪ್ರೊಕ್ಯೂರ್‌ಮೆಂಟ್ ಮೂಲಕ ಇ-ಟೆಂಡರ್ ಆಹ್ವಾನಿಸಲಾಗಿದೆ. ಟೆಂಡರ್ ದಾಖಲೆಗಳನ್ನು	[601, 165, 932, 193]
print-registration-strip	[0, 1466, 945, 1481]
notice-body: Plaintiff: 1. Sri. K.S. Rama Murthy, aged about 72 years, S/o Late Shrungara Ramaiah Setty, R/at No.421, Shivrajkumar Road, Bangarpet Town. 2. Sri. Kubaich Chand, aged about 58 years. Vs Defendants: 1. Smt. Devika, aged about 26 years, D/O Sharadamma. 2. Smt. Sumalatha. 3. Smt. Jayalakshmi. Whereas, the plaintiffs have instituted the above suit against you for the relief of permanent injunction and other reliefs in respect of the schedule property. You are hereby summoned to appear in this court in person or through pleader duly instructed on 1st day of September 2025, at 11 O' clock in the forenoon to answer the claim on the day fixed for hearing of the case before the court, failing which the case will be heard and determined in your absence.	[479, 745, 582, 910]
tender-body	[601, 132, 932, 242]
notice-signature: By order of the court Sheristedar, Civil Judge and J.M.F.C. court Bangalore. Plaintiff Advocate: N. Jayaprakash, Advocate, Bangalore	[249, 447, 340, 490]
legal-notice	[710, 480, 941, 608]
legal-notice	[710, 726, 941, 782]
notice-body: PETITIONER: Sri. K. Srinivasulu S/o Late Kaggalappa, Aged about 74 Years, R/at Gowripalli Village, Kasaba Hobli, Bagepalli Taluk, Chikkaballapur District. Now resident of 23rd Ward, Near New Horizon School, Bagepalli Town and Taluk, Chikkaballapur District. V/s RESPONDENT: The registrar of births & Deaths, the Thasildhar, Bagepalli Taluk, Chikkaballapur District. The petitioner has filed the petition for the death certificate of the father of the petitioner by name SRI. K. KAGGALAPPA S/O LATE K. MUTTAPPA, who died on 08-01-2012 in his residence at Gowripalli Village, Kasaba Hobli, Bagepalli Taluk. The petition is pending. Any person have any right, or interest may appear before this Hon'ble court on 08.09.2025 at 11.00 AM in person or through pleader to file your objections if any. Take notice that in default of your appearance on the date before mentioned in the petition it will be heard and determine ex-parte.	[361, 248, 464, 450]
legal-notice	[592, 342, 705, 604]
masthead-section: ಜಾಹೀರಾತು	[522, 1, 573, 14]
tender-title: ಇ-ಟೆಂಡರ್ ಅಧಿಸೂಚನೆ	[717, 112, 816, 127]
legal-notice	[120, 315, 233, 685]
right-subcolumns	[590, 340, 943, 1390]
registration-marks-center	[452, 1470, 493, 1478]
university-website: web:www.bnu.karnataka.gov.in	[722, 78, 861, 89]
notice-court-heading: IN THE COURT OF THE HON'BLE JUDGE AND J.M.F.C. AT BAGEPALLI	[607, 609, 690, 634]
notice-court-heading: ಮಾನ್ಯ ಪ್ರಧಾನ ಸಿವಿಲ್ ನ್ಯಾಯಾಧೀಶರು ಮತ್ತು ಜೆ.ಎಂ.ಎಫ್.ಸಿ ನ್ಯಾಯಾಲಯ, ದೊಡ್ಡಬಳ್ಳಾಪುರ	[725, 728, 926, 737]
legal-notice	[474, 703, 587, 961]
tender-sign-mark: ಸಹಿ/-	[817, 249, 836, 261]
notice-signature: By order of the court, Assistant Commissioner, Doddaballapura Sub Div at Doddaballapura. Advocate for Appellants: MUNIRAJU S.K.	[721, 452, 930, 473]
notice-court-heading: BEFORE THE ASSISTANT COMMISSIONER, BENGALURU SOUTH SUB-DIVISION AT BENGALURU	[483, 333, 578, 365]
